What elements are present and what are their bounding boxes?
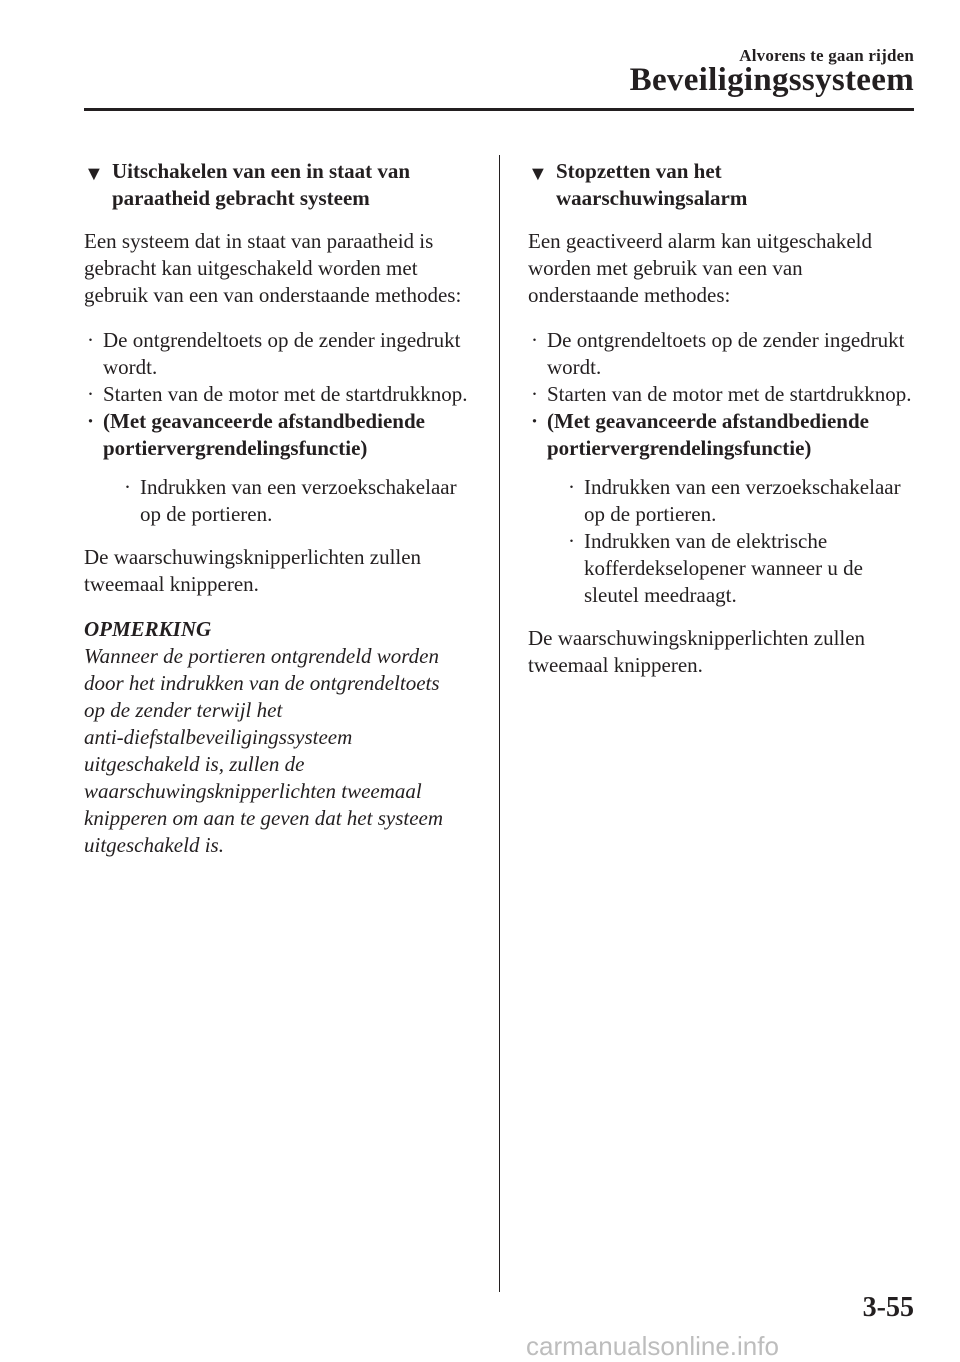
note-line: op de zender terwijl het [84, 698, 283, 722]
bullet-icon: · [87, 328, 94, 352]
list-item-text: De ontgrendeltoets op de zender ingedrukt wordt. [547, 328, 905, 379]
list-item [84, 408, 474, 528]
heading-line-1: Stopzetten van het [556, 159, 722, 183]
list-item [528, 381, 918, 408]
bullet-icon: · [568, 529, 575, 553]
note-line: Wanneer de portieren ontgrendeld worden [84, 644, 440, 668]
list-item-text: (Met geavanceerde afstandbediende portiervergrendelingsfunctie) [547, 409, 869, 460]
intro-paragraph: Een geactiveerd alarm kan uitgeschakeld worden met gebruik van een van onderstaande methodes: [528, 229, 872, 307]
list-item [84, 327, 474, 381]
result-paragraph: De waarschuwingsknipperlichten zullen tweemaal knipperen. [84, 545, 422, 596]
bullet-icon: · [124, 475, 131, 499]
sub-list-item-text: Indrukken van een verzoekschakelaar op de portieren. [140, 475, 457, 526]
method-list [84, 327, 474, 528]
note-line: uitgeschakeld is. [84, 833, 224, 857]
bullet-icon: · [87, 409, 95, 433]
method-list [528, 327, 918, 609]
note-title: OPMERKING [84, 617, 212, 641]
right-column [528, 158, 918, 697]
list-item-text: (Met geavanceerde afstandbediende portiervergrendelingsfunctie) [103, 409, 425, 460]
list-item-text: Starten van de motor met de startdrukknop. [103, 382, 468, 406]
note-text [84, 643, 474, 859]
note-line: waarschuwingsknipperlichten tweemaal [84, 779, 422, 803]
list-item-text: De ontgrendeltoets op de zender ingedrukt wordt. [103, 328, 461, 379]
note-line: knipperen om aan te geven dat het systeem [84, 806, 444, 830]
triangle-marker-icon: ▼ [528, 163, 548, 185]
header-divider [84, 108, 914, 111]
heading-line-1: Uitschakelen van een in staat van [112, 159, 411, 183]
bullet-icon: · [87, 382, 94, 406]
section-heading-disarm [84, 158, 474, 212]
sub-list-item-text: Indrukken van de elektrische kofferdekselopener wanneer u de sleutel meedraagt. [584, 529, 863, 607]
sub-list-item [565, 528, 918, 609]
column-divider [499, 155, 500, 1292]
result-paragraph: De waarschuwingsknipperlichten zullen tweemaal knipperen. [528, 626, 866, 677]
list-item [84, 381, 474, 408]
list-item-text: Starten van de motor met de startdrukknop. [547, 382, 912, 406]
note-line: uitgeschakeld is, zullen de [84, 752, 305, 776]
note-line: anti-diefstalbeveiligingssysteem [84, 725, 353, 749]
chapter-label: Alvorens te gaan rijden [739, 46, 914, 65]
watermark: carmanualsonline.info [526, 1331, 779, 1361]
sub-method-list [547, 474, 918, 609]
triangle-marker-icon: ▼ [84, 163, 104, 185]
sub-list-item-text: Indrukken van een verzoekschakelaar op de portieren. [584, 475, 901, 526]
page-number: 3-55 [862, 1292, 914, 1323]
bullet-icon: · [531, 382, 538, 406]
bullet-icon: · [531, 328, 538, 352]
bullet-icon: · [568, 475, 575, 499]
list-item [528, 408, 918, 609]
section-title: Beveiligingssysteem [629, 62, 914, 98]
note-line: door het indrukken van de ontgrendeltoets [84, 671, 440, 695]
sub-list-item [565, 474, 918, 528]
bullet-icon: · [531, 409, 539, 433]
list-item [528, 327, 918, 381]
intro-paragraph: Een systeem dat in staat van paraatheid is gebracht kan uitgeschakeld worden met gebruik van een van onderstaande methodes: [84, 229, 462, 307]
section-heading-stop-alarm [528, 158, 918, 212]
left-column [84, 158, 474, 859]
sub-method-list [103, 474, 474, 528]
sub-list-item [121, 474, 474, 528]
heading-line-2: paraatheid gebracht systeem [112, 186, 370, 210]
heading-line-2: waarschuwingsalarm [556, 186, 748, 210]
